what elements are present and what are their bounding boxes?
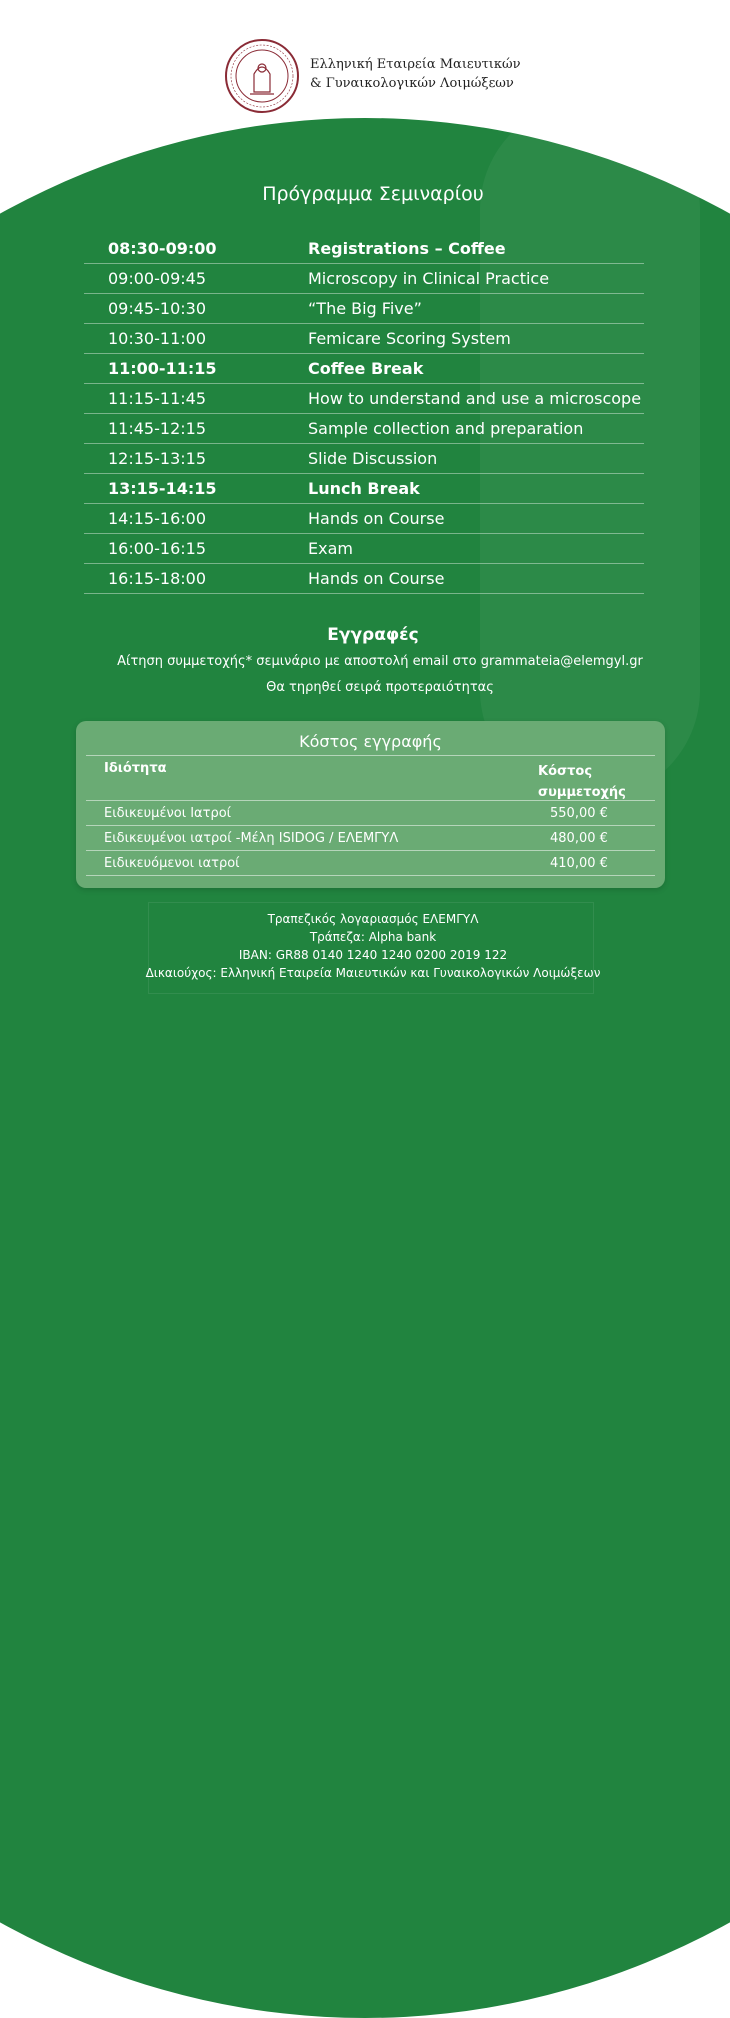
schedule-time: 09:00-09:45 <box>108 269 206 288</box>
schedule-row <box>84 564 644 594</box>
schedule-time: 16:00-16:15 <box>108 539 206 558</box>
registration-instructions: Αίτηση συμμετοχής* σεμινάριο με αποστολή email στο grammateia@elemgyl.gr <box>117 654 643 669</box>
schedule-row <box>84 324 644 354</box>
schedule-row <box>84 384 644 414</box>
cost-row <box>86 800 655 825</box>
schedule-activity: Hands on Course <box>308 509 445 528</box>
schedule-time: 16:15-18:00 <box>108 569 206 588</box>
schedule-time: 13:15-14:15 <box>108 479 217 498</box>
schedule-time: 09:45-10:30 <box>108 299 206 318</box>
cost-row <box>86 850 655 876</box>
header <box>0 0 730 120</box>
cost-category: Ειδικευόμενοι ιατροί <box>104 855 240 871</box>
organization-name <box>310 55 521 93</box>
bank-iban: IBAN: GR88 0140 1240 1240 0200 2019 122 <box>238 948 508 962</box>
schedule-row <box>84 504 644 534</box>
price-column-header <box>538 761 658 803</box>
schedule-activity: Registrations – Coffee <box>308 239 506 258</box>
schedule-time: 08:30-09:00 <box>108 239 217 258</box>
bank-account-label: Τραπεζικός λογαριασμός ΕΛΕΜΓΥΛ <box>267 912 479 926</box>
schedule-activity: Slide Discussion <box>308 449 438 468</box>
schedule-row <box>84 234 644 264</box>
schedule-activity: Microscopy in Clinical Practice <box>308 269 550 288</box>
bank-beneficiary: Δικαιούχος: Ελληνική Εταιρεία Μαιευτικών και Γυναικολογικών Λοιμώξεων <box>145 966 601 980</box>
schedule-row <box>84 264 644 294</box>
schedule-row <box>84 534 644 564</box>
category-column-header: Ιδιότητα <box>104 761 167 776</box>
schedule-row <box>84 474 644 504</box>
cost-table-box <box>76 721 665 888</box>
schedule-activity: How to understand and use a microscope <box>308 389 642 408</box>
cost-row <box>86 825 655 850</box>
schedule-activity: Coffee Break <box>308 359 424 378</box>
cost-price: 550,00 € <box>550 805 608 821</box>
schedule-time: 12:15-13:15 <box>108 449 206 468</box>
divider <box>86 755 655 756</box>
schedule-row <box>84 294 644 324</box>
registration-title: Εγγραφές <box>327 625 419 645</box>
cost-category: Ειδικευμένοι Ιατροί <box>104 805 232 821</box>
schedule-time: 11:15-11:45 <box>108 389 206 408</box>
cost-price: 480,00 € <box>550 830 608 846</box>
schedule-time: 10:30-11:00 <box>108 329 206 348</box>
program-title: Πρόγραμμα Σεμιναρίου <box>262 183 484 205</box>
schedule-row <box>84 414 644 444</box>
bank-name: Τράπεζα: Alpha bank <box>309 930 437 944</box>
schedule-time: 11:00-11:15 <box>108 359 217 378</box>
cost-category: Ειδικευμένοι ιατροί -Μέλη ISIDOG / ΕΛΕΜΓΥΛ <box>104 830 399 846</box>
society-seal-logo <box>224 38 300 114</box>
schedule-time: 11:45-12:15 <box>108 419 206 438</box>
organization-name-line2: & Γυναικολογικών Λοιμώξεων <box>310 76 514 91</box>
cost-title: Κόστος εγγραφής <box>299 732 442 751</box>
schedule-activity: “The Big Five” <box>308 299 422 318</box>
schedule-row <box>84 354 644 384</box>
schedule-activity: Exam <box>308 539 353 558</box>
schedule-row <box>84 444 644 474</box>
schedule-table <box>84 234 644 594</box>
organization-name-line1: Ελληνική Εταιρεία Μαιευτικών <box>310 57 521 72</box>
schedule-activity: Hands on Course <box>308 569 445 588</box>
registration-priority-note: Θα τηρηθεί σειρά προτεραιότητας <box>266 680 494 695</box>
price-column-header-line2: συμμετοχής <box>538 785 626 800</box>
schedule-activity: Lunch Break <box>308 479 420 498</box>
schedule-time: 14:15-16:00 <box>108 509 206 528</box>
cost-rows <box>86 800 655 876</box>
schedule-activity: Femicare Scoring System <box>308 329 511 348</box>
schedule-activity: Sample collection and preparation <box>308 419 584 438</box>
cost-price: 410,00 € <box>550 855 608 871</box>
price-column-header-line1: Κόστος <box>538 764 593 779</box>
